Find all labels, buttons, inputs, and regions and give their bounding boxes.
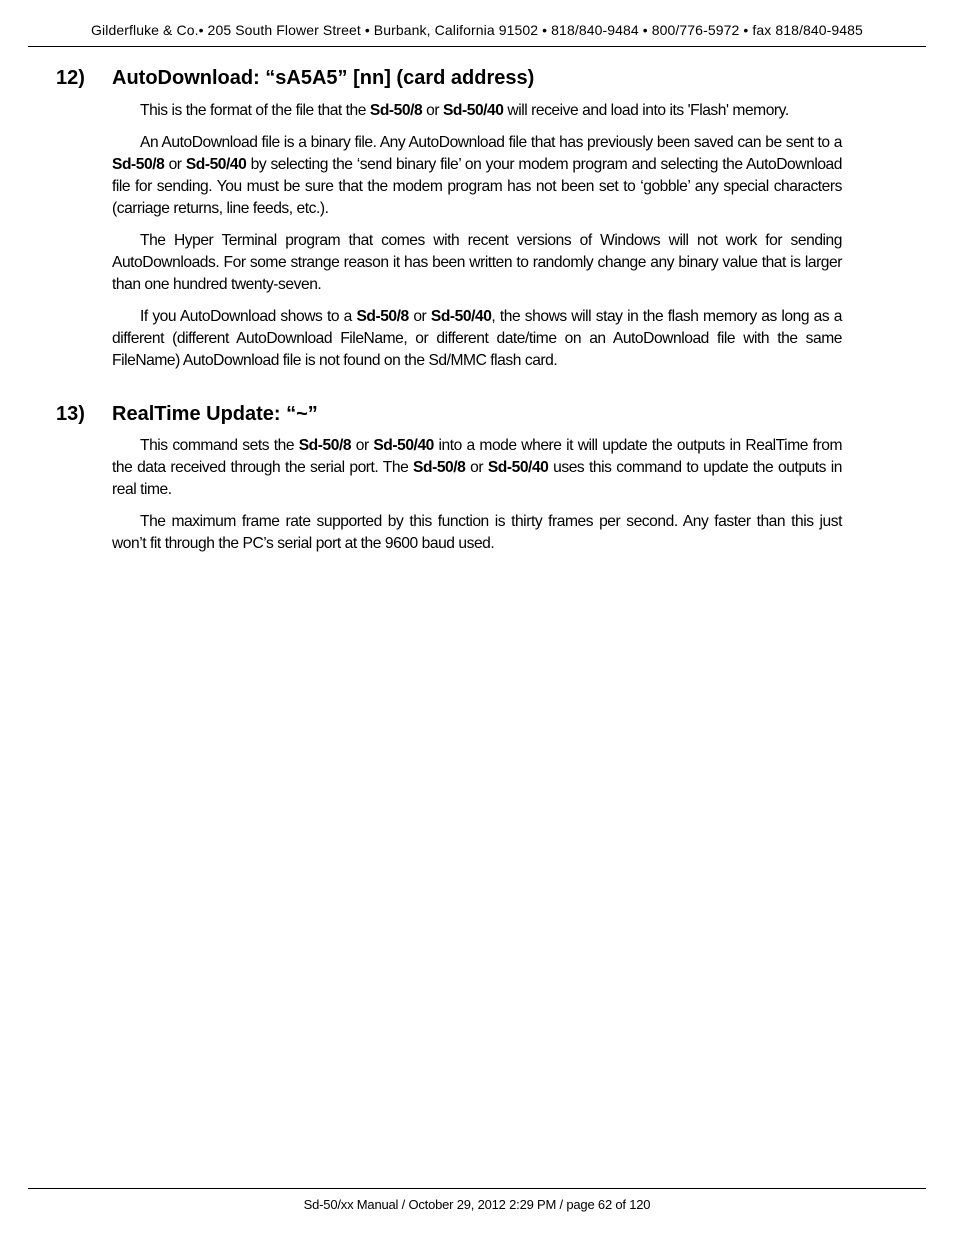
text-run: will receive and load into its 'Flash' memory. [503,102,789,119]
product-name: Sd-50/8 [298,437,352,454]
page-header: Gilderfluke & Co.• 205 South Flower Street • Burbank, California 91502 • 818/840-9484 • 800/776-5972 • fax 818/840-9485 [91,22,863,38]
body-paragraph [112,100,842,122]
text-run: The maximum frame rate supported by this function is thirty frames per second. Any faster than this just won’t fit through the PC’s serial port at the 9600 baud used. [112,513,842,552]
text-run: by selecting the ‘send binary file’ on your modem program and selecting the AutoDownload file for sending. You must be sure that the modem program has not been set to ‘gobble’ any special characters (carriage returns, line feeds, etc.). [112,156,842,217]
product-name: Sd-50/40 [430,308,492,325]
text-run: or [422,102,443,119]
header-divider [28,46,926,47]
product-name: Sd-50/8 [112,156,165,173]
body-paragraph [112,511,842,555]
product-name: Sd-50/8 [413,459,466,476]
footer-divider [28,1188,926,1189]
body-paragraph [112,435,842,501]
section-number: 13) [56,403,85,425]
text-run: The Hyper Terminal program that comes with recent versions of Windows will not work for sending AutoDownloads. For some strange reason it has been written to randomly change any binary value that is larger than one hundred twenty-seven. [112,232,842,293]
text-run: An AutoDownload file is a binary file. Any AutoDownload file that has previously been saved can be sent to a [140,134,842,151]
section-heading-autodownload [56,67,534,90]
text-run: This is the format of the file that the [140,102,370,119]
product-name: Sd-50/40 [487,459,549,476]
product-name: Sd-50/8 [369,102,423,119]
section-title: RealTime Update: “~” [112,403,318,425]
text-run: or [351,437,374,454]
body-paragraph [112,132,842,220]
text-run: This command sets the [140,437,299,454]
product-name: Sd-50/8 [356,308,409,325]
page-footer: Sd-50/xx Manual / October 29, 2012 2:29 PM / page 62 of 120 [303,1197,651,1212]
body-paragraph [112,230,842,296]
product-name: Sd-50/40 [373,437,434,454]
section-body-autodownload [112,100,842,382]
text-run: into a mode where it will update the outputs in RealTime from the data received through the serial port. The [112,437,842,476]
product-name: Sd-50/40 [185,156,247,173]
product-name: Sd-50/40 [442,102,504,119]
text-run: or [164,156,186,173]
text-run: uses this command to update the outputs in real time. [112,459,842,498]
section-body-realtime-update [112,435,842,565]
text-run: or [408,308,431,325]
section-title: AutoDownload: “sA5A5” [nn] (card address) [112,67,535,89]
section-number: 12) [56,67,85,89]
body-paragraph [112,306,842,372]
text-run: , the shows will stay in the flash memory as long as a different (different AutoDownload FileName, or different date/time on an AutoDownload file with the same FileName) AutoDownload file is not found on the Sd/MMC flash card. [112,308,842,369]
section-heading-realtime-update [56,403,318,426]
text-run: If you AutoDownload shows to a [140,308,357,325]
text-run: or [465,459,488,476]
